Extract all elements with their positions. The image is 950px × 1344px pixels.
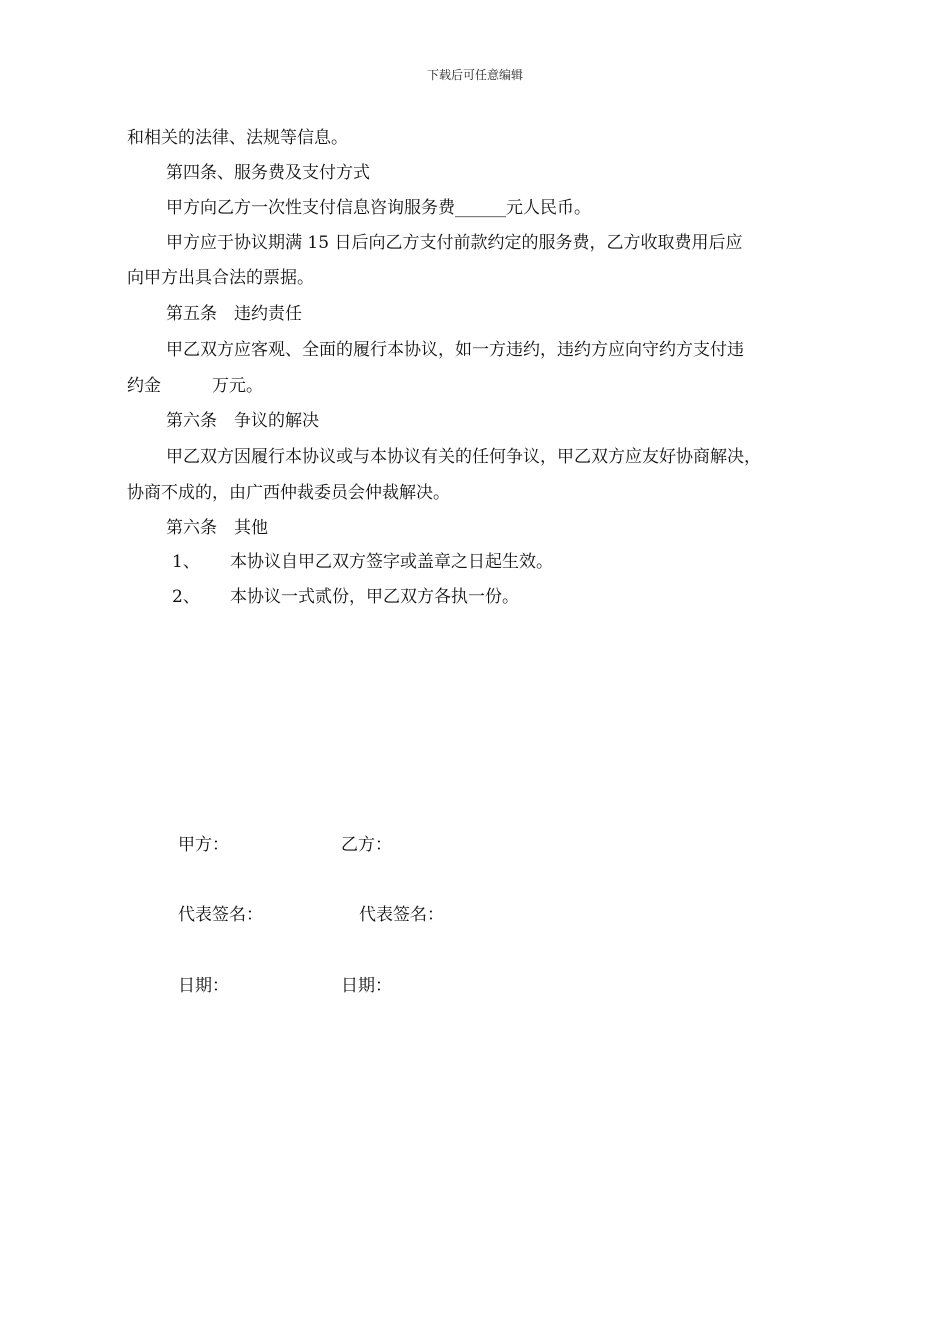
section-heading: 第六条 争议的解决 — [166, 411, 319, 431]
date-a-label: 日期： — [178, 976, 229, 996]
list-item: 本协议一式贰份，甲乙双方各执一份。 — [230, 587, 519, 607]
body-line: 甲方应于协议期满 15 日后向乙方支付前款约定的服务费，乙方收取费用后应 — [166, 233, 743, 253]
section-heading: 第六条 其他 — [166, 518, 268, 538]
body-line: 甲乙双方应客观、全面的履行本协议，如一方违约，违约方应向守约方支付违 — [166, 340, 744, 360]
list-number: 2、 — [172, 587, 200, 607]
body-line: 约金 万元。 — [127, 376, 263, 396]
body-line: 向甲方出具合法的票据。 — [127, 268, 314, 288]
rep-a-label: 代表签名： — [178, 905, 263, 925]
list-item: 本协议自甲乙双方签字或盖章之日起生效。 — [230, 552, 553, 572]
body-line: 甲乙双方因履行本协议或与本协议有关的任何争议，甲乙双方应友好协商解决， — [166, 447, 761, 467]
party-a-label: 甲方： — [178, 835, 229, 855]
party-b-label: 乙方： — [341, 835, 392, 855]
page-header: 下载后可任意编辑 — [426, 68, 523, 82]
body-line: 协商不成的，由广西仲裁委员会仲裁解决。 — [127, 483, 450, 503]
date-b-label: 日期： — [341, 976, 392, 996]
list-number: 1、 — [172, 552, 200, 572]
section-heading: 第四条、服务费及支付方式 — [166, 163, 370, 183]
rep-b-label: 代表签名： — [359, 905, 444, 925]
section-heading: 第五条 违约责任 — [166, 304, 302, 324]
body-line: 和相关的法律、法规等信息。 — [127, 128, 348, 148]
body-line: 甲方向乙方一次性支付信息咨询服务费______元人民币。 — [166, 198, 591, 218]
